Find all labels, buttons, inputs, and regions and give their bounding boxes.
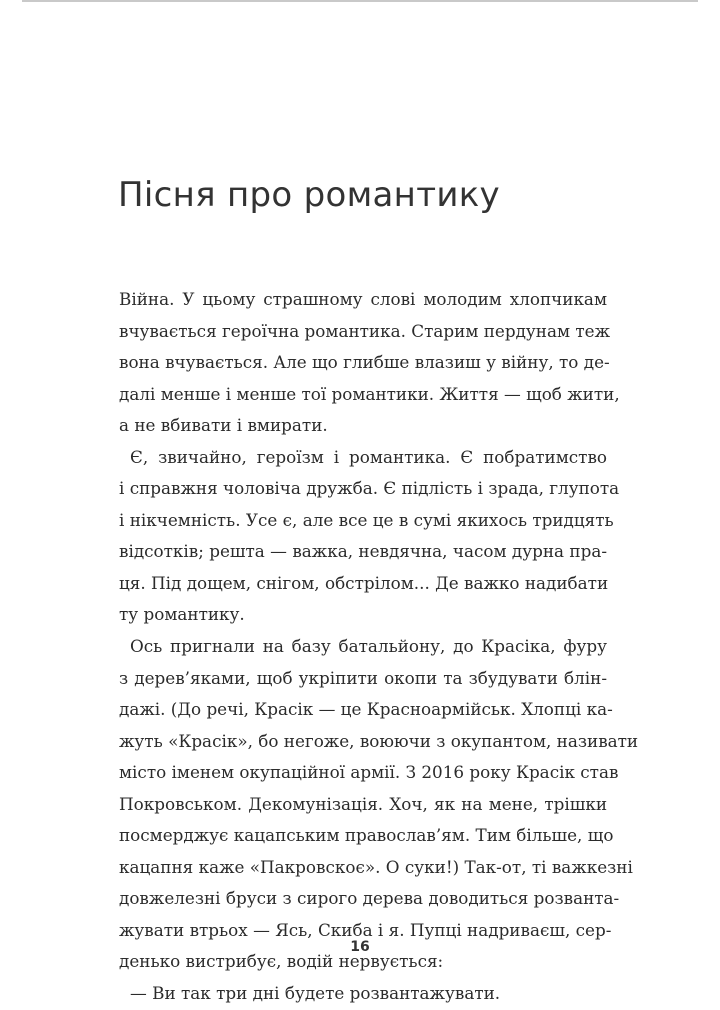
text-line: відсотків; решта — важка, невдячна, часом дурна пра-	[119, 541, 607, 562]
text-line: з дерев’яками, щоб укріпити окопи та збудувати блін-	[119, 667, 607, 688]
text-line: посмерджує кацапським православ’ям. Тим більше, що	[119, 825, 614, 846]
text-line: денько вистрибує, водій нервується:	[119, 951, 444, 972]
text-line: а не вбивати і вмирати.	[119, 415, 328, 436]
text-line: Покровськом. Декомунізація. Хоч, як на мене, трішки	[119, 793, 607, 814]
text-line: далі менше і менше тої романтики. Життя — щоб жити,	[119, 383, 620, 404]
text-line: Є, звичайно, героїзм і романтика. Є побратимство	[130, 446, 607, 467]
chapter-title: Пісня про романтику	[118, 175, 500, 215]
body-text	[119, 284, 639, 1010]
text-line: і справжня чоловіча дружба. Є підлість і зрада, глупота	[119, 478, 620, 499]
text-line: дажі. (До речі, Красік — це Красноармійськ. Хлопці ка-	[119, 699, 613, 720]
text-line: ту романтику.	[119, 604, 245, 625]
text-line: вчувається героїчна романтика. Старим пердунам теж	[119, 320, 611, 341]
text-line: Ось пригнали на базу батальйону, до Красіка, фуру	[130, 636, 607, 657]
text-line: — Ви так три дні будете розвантажувати.	[130, 983, 501, 1004]
text-line: жувати втрьох — Ясь, Скиба і я. Пупці надриваєш, сер-	[119, 919, 612, 940]
text-line: кацапня каже «Пакровскоє». О суки!) Так-от, ті важкезні	[119, 856, 633, 877]
page-number: 16	[350, 939, 370, 955]
text-line: ця. Під дощем, снігом, обстрілом... Де важко надибати	[119, 572, 609, 593]
text-line: місто іменем окупаційної армії. З 2016 року Красік став	[119, 762, 619, 783]
text-line: довжелезні бруси з сирого дерева доводиться розванта-	[119, 888, 620, 909]
text-line: і нікчемність. Усе є, але все це в сумі якихось тридцять	[119, 509, 614, 530]
text-line: жуть «Красік», бо негоже, воюючи з окупантом, називати	[119, 730, 639, 751]
text-line: вона вчувається. Але що глибше влазиш у війну, то де-	[119, 352, 610, 373]
text-line: Війна. У цьому страшному слові молодим хлопчикам	[119, 289, 607, 309]
page-top-edge	[22, 0, 698, 2]
